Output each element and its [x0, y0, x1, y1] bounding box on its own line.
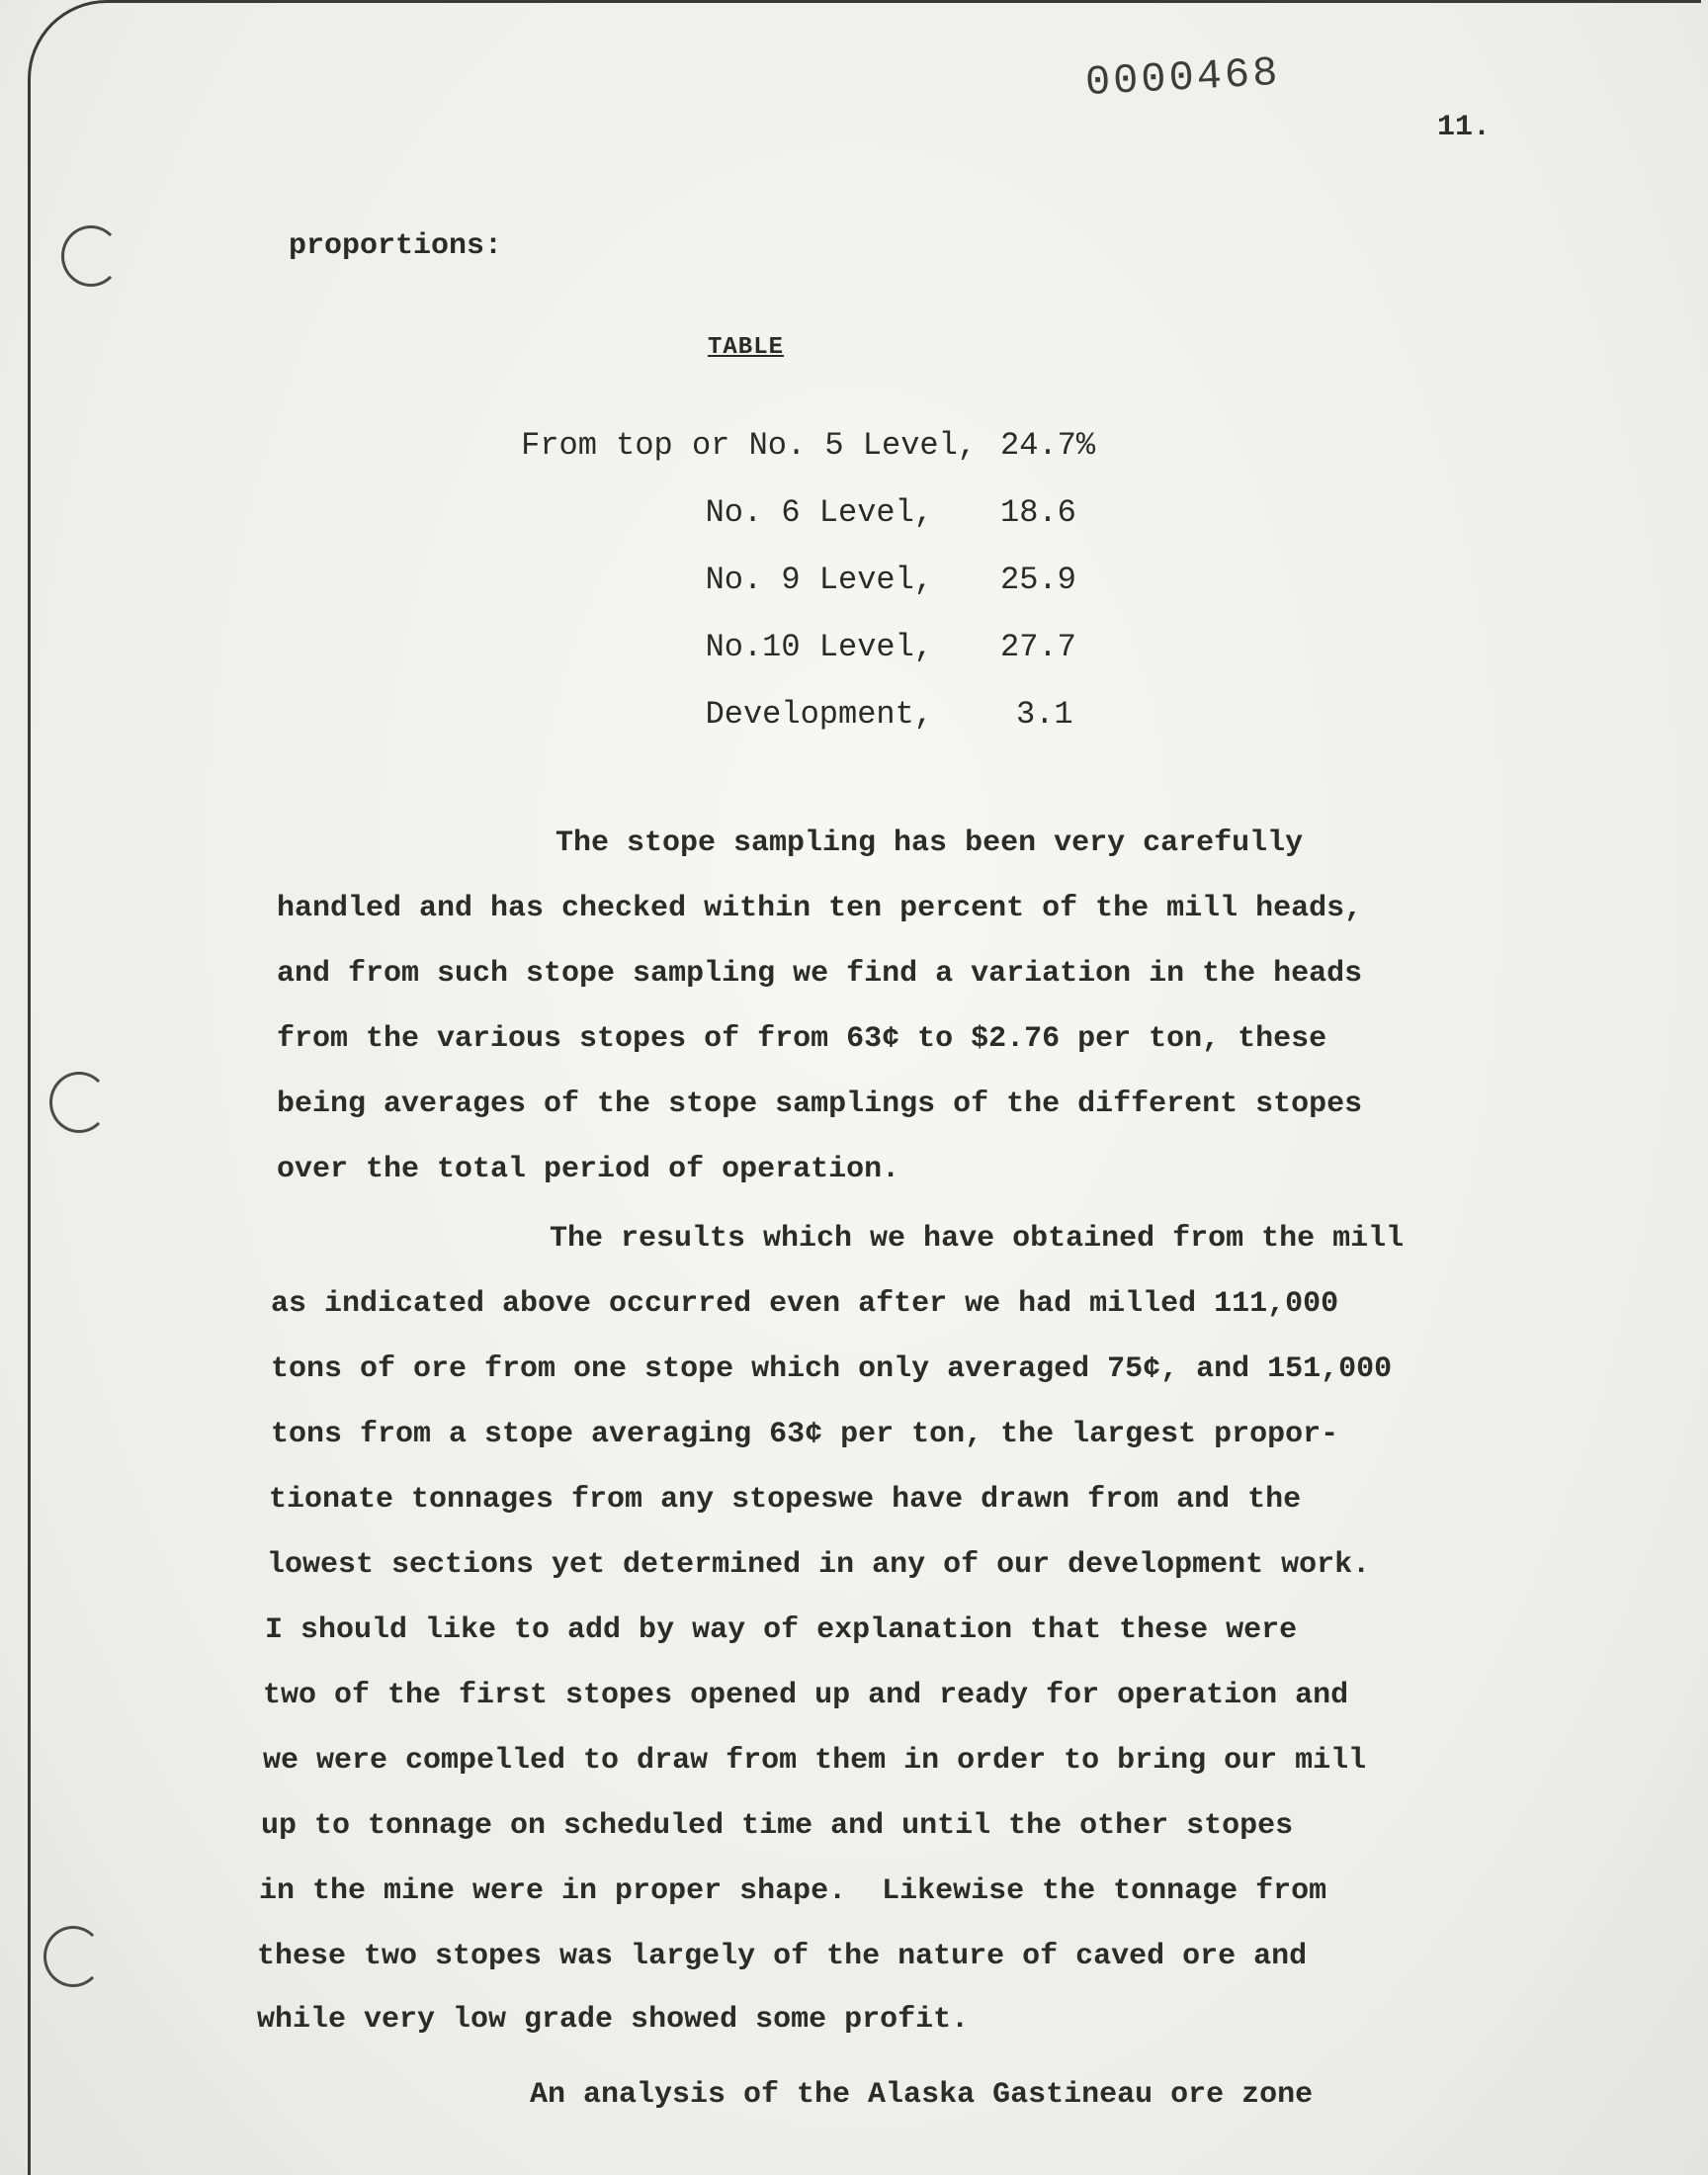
- table-row-label: From top or No. 5 Level,: [521, 427, 977, 464]
- table-row-value: 3.1: [1016, 696, 1073, 733]
- paragraph-line: while very low grade showed some profit.: [257, 2003, 970, 2037]
- table-row-label: No.10 Level,: [705, 629, 933, 665]
- intro-text: proportions:: [289, 229, 503, 263]
- punch-hole-bottom: [43, 1926, 103, 1987]
- table-row: [0, 629, 1708, 668]
- paragraph-line: The results which we have obtained from the mill: [550, 1222, 1405, 1256]
- table-row: [0, 494, 1708, 534]
- punch-hole-top: [61, 225, 121, 287]
- paragraph-line: The stope sampling has been very carefully: [555, 826, 1304, 860]
- paragraph-line: as indicated above occurred even after we had milled 111,000: [271, 1287, 1339, 1321]
- paragraph-line: tons of ore from one stope which only averaged 75¢, and 151,000: [271, 1352, 1393, 1386]
- paragraph-line: in the mine were in proper shape. Likewise the tonnage from: [259, 1874, 1327, 1908]
- paragraph-line: An analysis of the Alaska Gastineau ore zone: [530, 2078, 1314, 2112]
- paragraph-line: lowest sections yet determined in any of our development work.: [267, 1548, 1371, 1582]
- paragraph-line: being averages of the stope samplings of the different stopes: [277, 1088, 1363, 1121]
- table-row-value: 18.6: [1000, 494, 1076, 531]
- table-title: TABLE: [708, 334, 785, 361]
- page-number: 11.: [1437, 111, 1492, 144]
- table-row: [0, 427, 1708, 467]
- paragraph-line: two of the first stopes opened up and ready for operation and: [263, 1679, 1349, 1712]
- paragraph-line: up to tonnage on scheduled time and until the other stopes: [261, 1809, 1294, 1843]
- punch-hole-middle: [49, 1072, 109, 1133]
- table-row-value: 27.7: [1000, 629, 1076, 665]
- table-row-value: 25.9: [1000, 562, 1076, 598]
- paragraph-line: from the various stopes of from 63¢ to $2.76 per ton, these: [277, 1022, 1327, 1056]
- table-row-label: No. 6 Level,: [705, 494, 933, 531]
- paragraph-line: tons from a stope averaging 63¢ per ton, the largest propor-: [271, 1418, 1339, 1451]
- table-row-value: 24.7%: [1000, 427, 1096, 464]
- table-row-label: No. 9 Level,: [705, 562, 933, 598]
- document-stamp-number: 0000468: [1083, 48, 1282, 108]
- paragraph-line: handled and has checked within ten percent of the mill heads,: [277, 892, 1363, 925]
- paragraph-line: these two stopes was largely of the nature of caved ore and: [257, 1940, 1308, 1973]
- paragraph-line: I should like to add by way of explanation that these were: [265, 1613, 1298, 1647]
- table-row: [0, 562, 1708, 601]
- paragraph-line: and from such stope sampling we find a variation in the heads: [277, 957, 1363, 991]
- table-row: [0, 696, 1708, 736]
- paragraph-line: we were compelled to draw from them in order to bring our mill: [263, 1744, 1367, 1778]
- table-row-label: Development,: [705, 696, 933, 733]
- paragraph-line: over the total period of operation.: [277, 1153, 900, 1186]
- paragraph-line: tionate tonnages from any stopeswe have drawn from and the: [269, 1483, 1302, 1517]
